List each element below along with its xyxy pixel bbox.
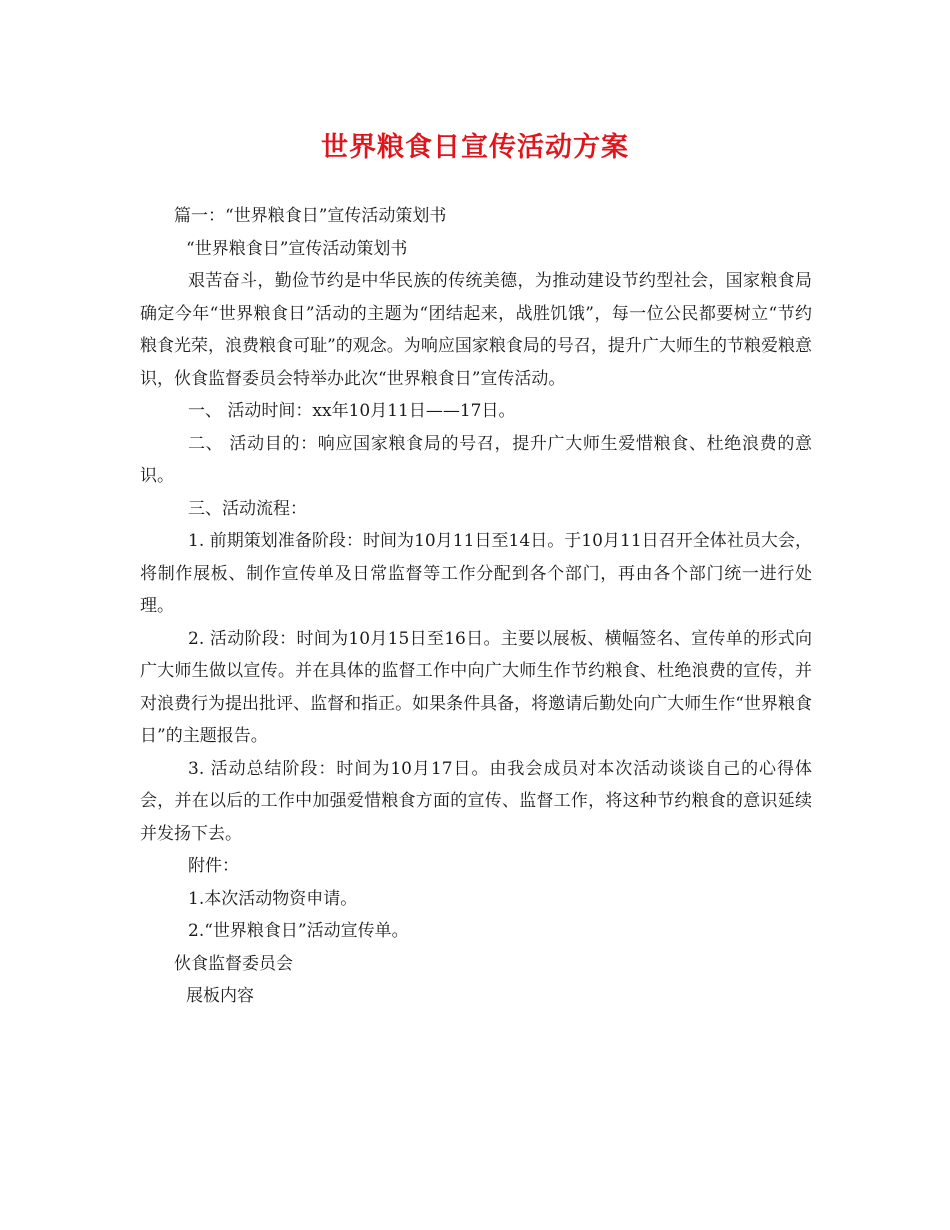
process-step-1: 1. 前期策划准备阶段：时间为10月11日至14日。于10月11日召开全体社员大会，将制作展板、制作宣传单及日常监督等工作分配到各个部门，再由各个部门统一进行处理。	[140, 531, 812, 616]
item-activity-time: 一、 活动时间：xx年10月11日——17日。	[188, 401, 516, 421]
attachment-item-1: 1.本次活动物资申请。	[188, 888, 358, 909]
attachment-item-2: 2.“世界粮食日”活动宣传单。	[188, 921, 409, 941]
process-step-3: 3. 活动总结阶段：时间为10月17日。由我会成员对本次活动谈谈自己的心得体会，并在以后的工作中加强爱惜粮食方面的宣传、监督工作，将这种节约粮食的意识延续并发扬下去。	[140, 758, 812, 844]
board-content-heading: 展板内容	[186, 986, 254, 1006]
process-step-2: 2. 活动阶段：时间为10月15日至16日。主要以展板、横幅签名、宣传单的形式向广大师生做以宣传。并在具体的监督工作中向广大师生作节约粮食、杜绝浪费的宣传，并对浪费行为提出批评、监督和指正。如果条件具备，将邀请后勤处向广大师生作“世界粮食日”的主题报告。	[140, 628, 812, 746]
item-activity-purpose: 二、 活动目的：响应国家粮食局的号召，提升广大师生爱惜粮食、杜绝浪费的意识。	[140, 433, 812, 486]
document-body	[140, 200, 812, 1013]
attachment-label: 附件：	[188, 856, 239, 876]
item-activity-process: 三、活动流程：	[188, 498, 307, 519]
sub-heading: “世界粮食日”宣传活动策划书	[186, 238, 408, 259]
intro-paragraph: 艰苦奋斗，勤俭节约是中华民族的传统美德，为推动建设节约型社会，国家粮食局确定今年“世界粮食日”活动的主题为“团结起来，战胜饥饿”，每一位公民都要树立“节约粮食光荣，浪费粮食可耻”的观念。为响应国家粮食局的号召，提升广大师生的节粮爱粮意识，伙食监督委员会特举办此次“世界粮食日”宣传活动。	[140, 271, 812, 389]
document-title: 世界粮食日宣传活动方案	[321, 132, 629, 163]
signature: 伙食监督委员会	[174, 953, 293, 974]
section-heading: 篇一：“世界粮食日”宣传活动策划书	[174, 206, 447, 226]
